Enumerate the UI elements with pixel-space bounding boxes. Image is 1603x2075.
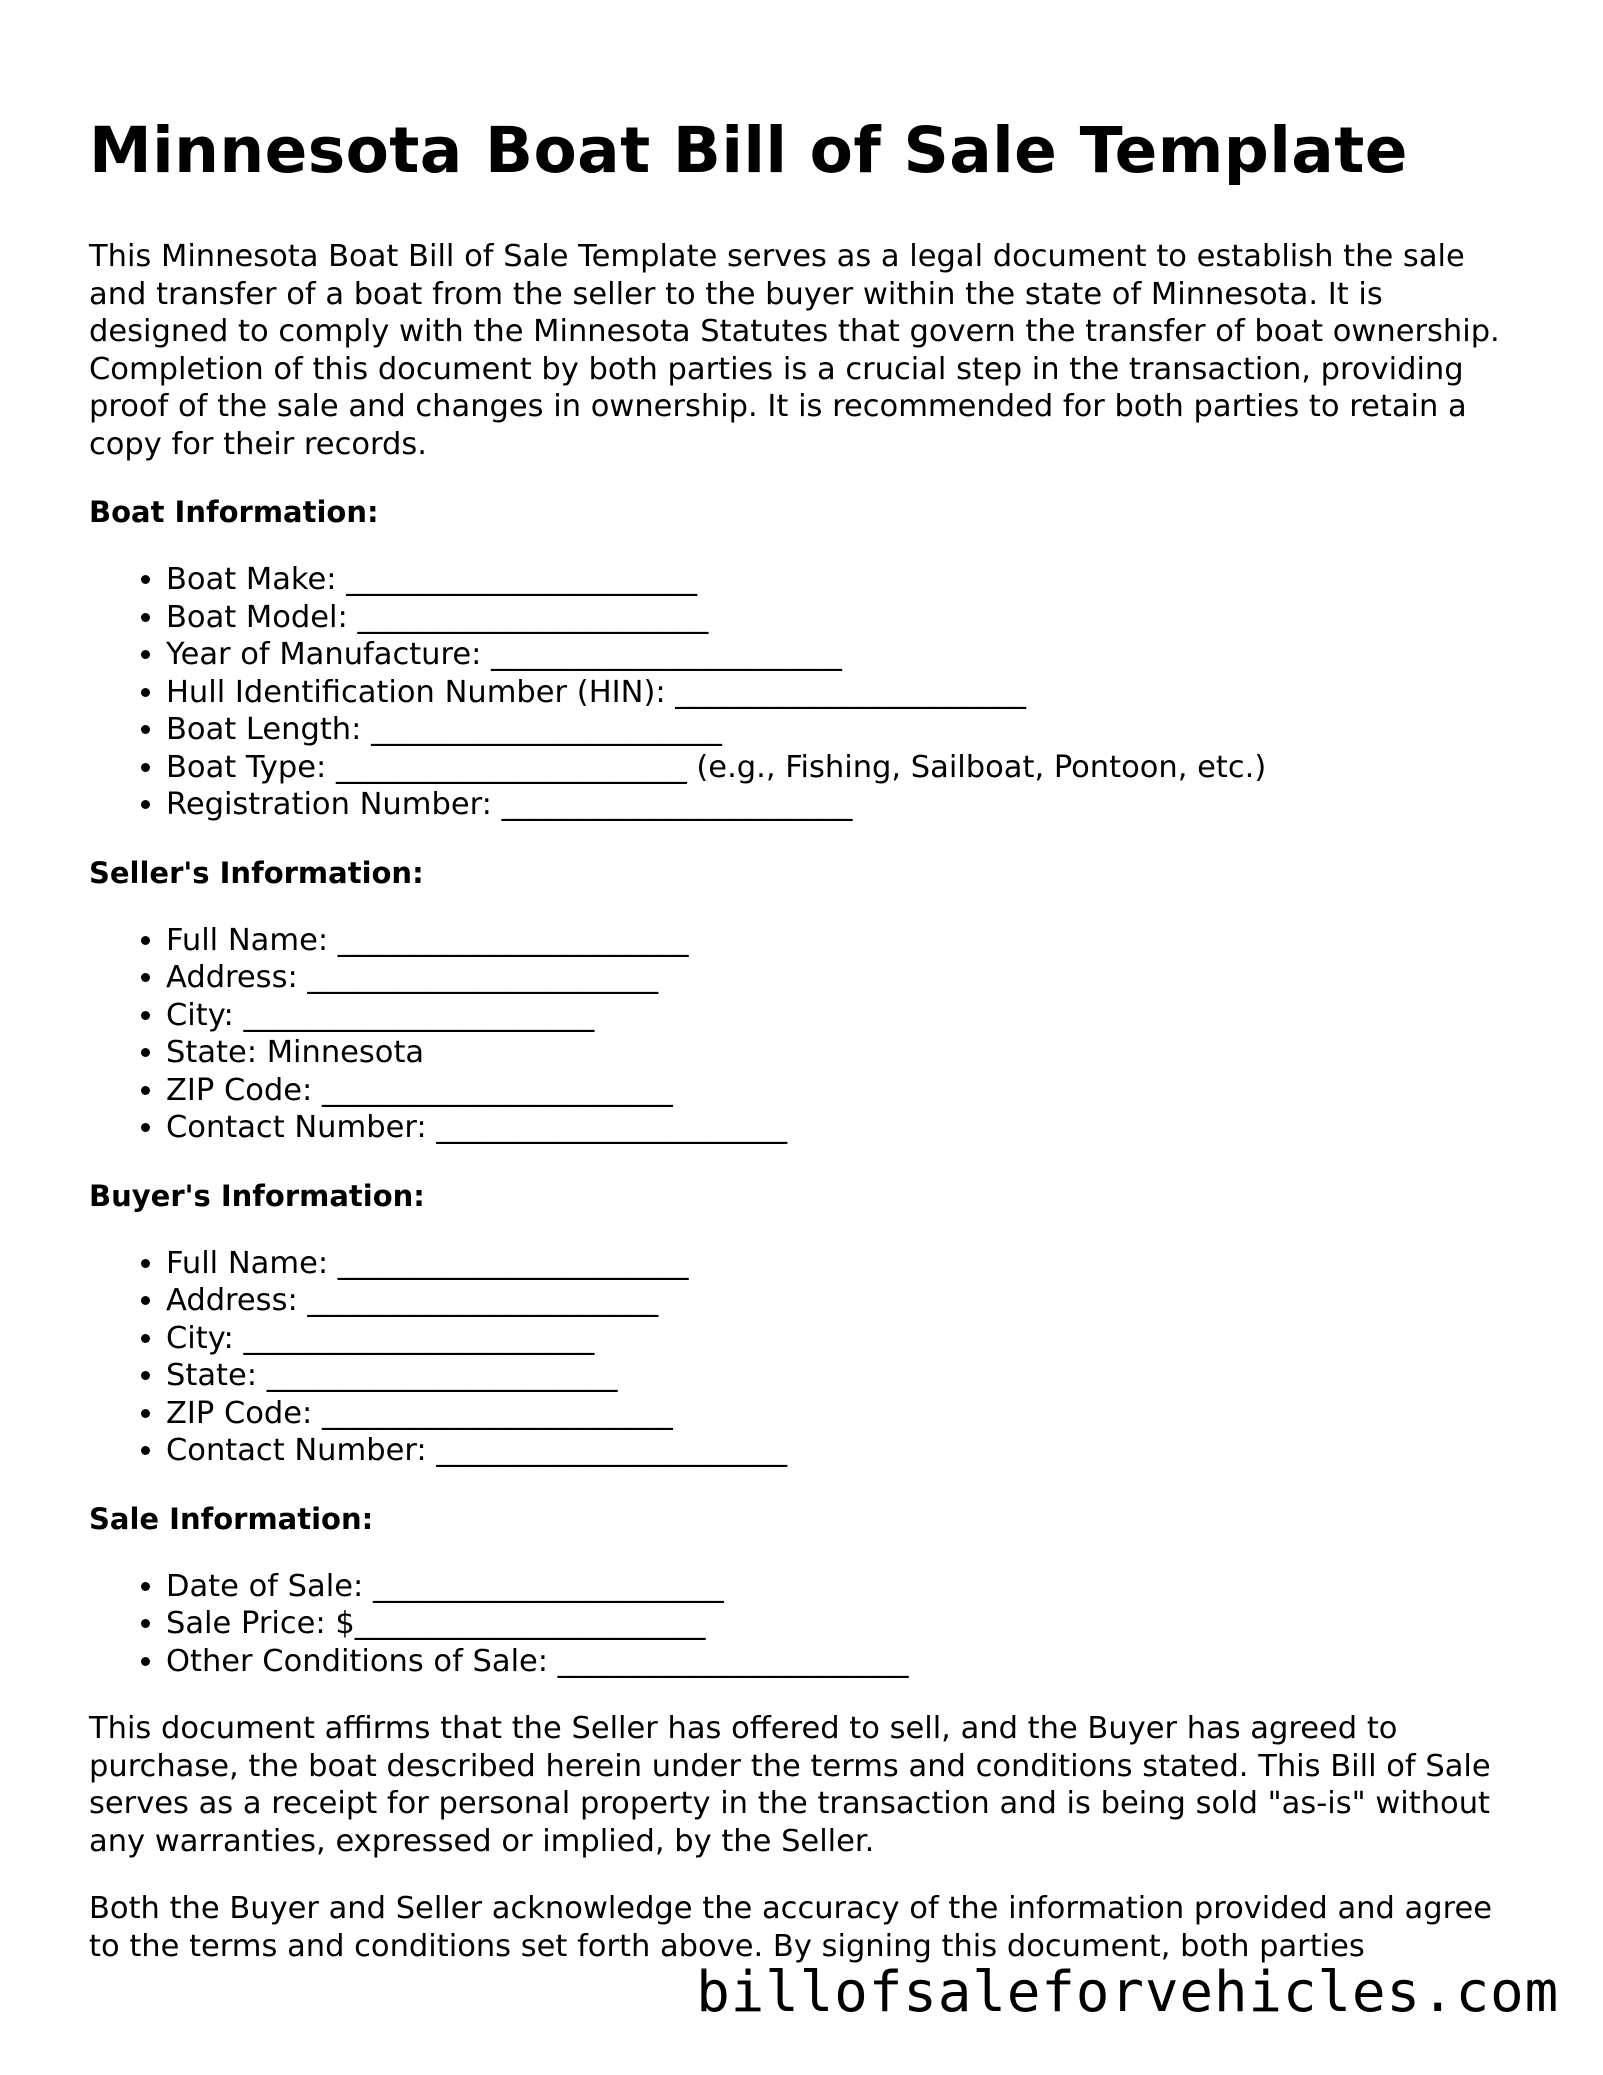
boat-information-heading: Boat Information:	[89, 495, 379, 529]
other-conditions-field: • Other Conditions of Sale: _______________________	[166, 1643, 1529, 1681]
boat-information-list	[89, 561, 1529, 824]
registration-number-field: • Registration Number: _______________________	[166, 786, 1529, 824]
boat-type-field: • Boat Type: _______________________ (e.g., Fishing, Sailboat, Pontoon, etc.)	[166, 749, 1529, 787]
seller-city-field: • City: _______________________	[166, 997, 1529, 1035]
buyer-information-list	[89, 1245, 1529, 1470]
seller-information-list	[89, 922, 1529, 1147]
buyer-zip-field: • ZIP Code: _______________________	[166, 1395, 1529, 1433]
date-of-sale-field: • Date of Sale: _______________________	[166, 1568, 1529, 1606]
acknowledgement-paragraph: Both the Buyer and Seller acknowledge the accuracy of the information provided and agree to the terms and conditions set forth above. By signing this document, both parties	[89, 1891, 1492, 1964]
site-watermark: billofsaleforvehicles.com	[696, 1960, 1559, 2025]
document-page	[89, 108, 1529, 1995]
sale-information-list	[89, 1568, 1529, 1681]
seller-full-name-field: • Full Name: _______________________	[166, 922, 1529, 960]
boat-make-field: • Boat Make: _______________________	[166, 561, 1529, 599]
buyer-information-heading: Buyer's Information:	[89, 1178, 425, 1213]
boat-model-field: • Boat Model: _______________________	[166, 599, 1529, 637]
buyer-state-field: • State: _______________________	[166, 1357, 1529, 1395]
hin-field: • Hull Identification Number (HIN): _______________________	[166, 674, 1529, 712]
seller-information-heading: Seller's Information:	[89, 855, 424, 890]
buyer-address-field: • Address: _______________________	[166, 1282, 1529, 1320]
affirmation-paragraph: This document affirms that the Seller has offered to sell, and the Buyer has agreed to purchase, the boat described herein under the terms and conditions stated. This Bill of Sale serves as a receipt for personal property in the transaction and is being sold "as-is" without any warranties, expressed or implied, by the Seller.	[89, 1711, 1491, 1859]
seller-zip-field: • ZIP Code: _______________________	[166, 1072, 1529, 1110]
intro-paragraph: This Minnesota Boat Bill of Sale Template serves as a legal document to establish the sale and transfer of a boat from the seller to the buyer within the state of Minnesota. It is designed to comply with the Minnesota Statutes that govern the transfer of boat ownership. Completion of this document by both parties is a crucial step in the transaction, providing proof of the sale and changes in ownership. It is recommended for both parties to retain a copy for their records.	[89, 239, 1500, 462]
buyer-full-name-field: • Full Name: _______________________	[166, 1245, 1529, 1283]
document-title: Minnesota Boat Bill of Sale Template	[89, 114, 1408, 187]
sale-price-field: • Sale Price: $_______________________	[166, 1605, 1529, 1643]
seller-address-field: • Address: _______________________	[166, 959, 1529, 997]
seller-contact-field: • Contact Number: _______________________	[166, 1109, 1529, 1147]
buyer-contact-field: • Contact Number: _______________________	[166, 1432, 1529, 1470]
year-of-manufacture-field: • Year of Manufacture: _______________________	[166, 636, 1529, 674]
boat-length-field: • Boat Length: _______________________	[166, 711, 1529, 749]
seller-state-field: • State: Minnesota	[166, 1034, 1529, 1072]
sale-information-heading: Sale Information:	[89, 1501, 374, 1536]
buyer-city-field: • City: _______________________	[166, 1320, 1529, 1358]
